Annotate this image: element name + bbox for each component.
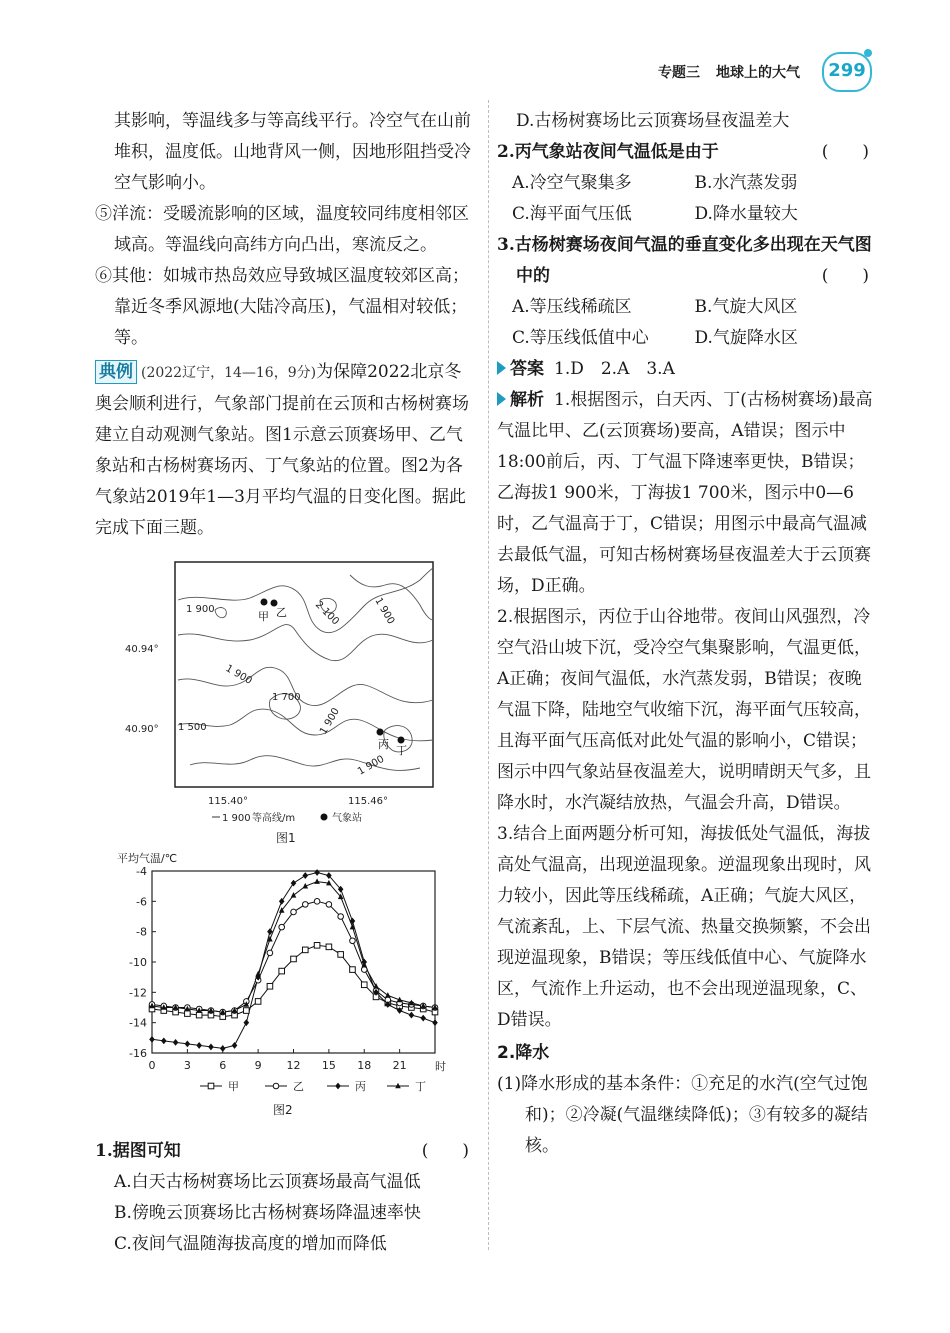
data-point xyxy=(350,938,356,944)
column-divider xyxy=(488,100,489,1250)
q3-option-d: D.气旋降水区 xyxy=(694,328,798,348)
temperature-chart xyxy=(105,848,465,1128)
legend-marker xyxy=(335,1083,341,1090)
answer-text: 1.D 2.A 3.A xyxy=(554,359,675,379)
station-marker xyxy=(261,599,268,606)
header-section: 专题三 xyxy=(658,65,700,81)
x-tick-label: 18 xyxy=(357,1059,372,1072)
analysis-3: 3.结合上面两题分析可知，海拔低处气温低，海拔高处气温高，出现逆温现象。逆温现象出现时，风力较小，因此等压线稀疏，A正确；气旋大风区，气流紊乱，上、下层气流、热量交换频繁，不会出现逆温现象，B错误；等压线低值中心、气旋降水区，气流作上升运动，也不会出现逆温现象，C、D错误。 xyxy=(497,824,871,1030)
x-tick-label: 0 xyxy=(148,1059,156,1072)
example-text: 为保障2022北京冬奥会顺利进行，气象部门提前在云顶和古杨树赛场建立自动观测气象站。图1示意云顶赛场甲、乙气象站和古杨树赛场丙、丁气象站的位置。图2为各气象站2019年1—3月平均气温的日变化图。据此完成下面三题。 xyxy=(95,362,469,538)
chart-ylabel: 平均气温/℃ xyxy=(117,852,178,865)
contour-label: 1 900 xyxy=(318,706,342,737)
question-1 xyxy=(95,1136,477,1260)
data-point xyxy=(291,909,297,915)
example-source: (2022辽宁，14—16，9分) xyxy=(141,365,317,381)
q1-option-c: C.夜间气温随海拔高度的增加而降低 xyxy=(114,1234,387,1254)
section-title: 2.降水 xyxy=(497,1043,550,1063)
x-tick-label: 3 xyxy=(183,1059,191,1072)
data-point xyxy=(185,1011,191,1017)
intro-paragraph: 其影响，等温线多与等高线平行。冷空气在山前堆积，温度低。山地背风一侧，因地形阻挡受冷空气影响小。 xyxy=(114,111,471,193)
right-column xyxy=(497,106,877,1162)
contour-label: 1 900 xyxy=(356,753,387,778)
contour-label: 2 100 xyxy=(312,599,341,628)
q1-stem: 1.据图可知 xyxy=(95,1141,181,1161)
answer-line xyxy=(497,354,877,385)
figure1-caption: 图1 xyxy=(276,831,296,845)
q2-stem: 2.丙气象站夜间气温低是由于 xyxy=(497,142,719,162)
q3-options-row2 xyxy=(497,323,877,354)
y-tick-label: -8 xyxy=(136,925,147,939)
legend-contour-value: 1 900 xyxy=(222,813,251,824)
contour-label: 1 500 xyxy=(178,722,207,733)
item-ocean-current: ⑤洋流：受暖流影响的区域，温度较同纬度相邻区域高。等温线向高纬方向凸出，寒流反之。 xyxy=(95,204,469,255)
lat-label: 40.94° xyxy=(125,644,159,655)
analysis-2: 2.根据图示，丙位于山谷地带。夜间山风强烈，冷空气沿山坡下沉，受冷空气集聚影响，气温更低，A正确；夜间气温低，水汽蒸发弱，B错误；夜晚气温下降，陆地空气收缩下沉，海平面气压较高，且海平面气压高低对此处气温的影响小，C错误；图示中四气象站昼夜温差大，说明晴朗天气多，且降水时，水汽凝结放热，气温会升高，D错误。 xyxy=(497,607,871,813)
y-tick-label: -10 xyxy=(129,956,147,969)
data-point xyxy=(279,968,285,974)
q2-options-row2 xyxy=(497,199,877,230)
data-point xyxy=(255,999,261,1005)
x-tick-label: 12 xyxy=(286,1059,301,1072)
data-point xyxy=(326,902,332,908)
data-point xyxy=(361,982,367,988)
data-point xyxy=(314,943,320,949)
triangle-marker-icon xyxy=(497,361,506,375)
example-block xyxy=(95,357,477,544)
analysis-1 xyxy=(497,385,877,602)
data-point xyxy=(267,983,273,989)
q3-answer-blank: ( ) xyxy=(821,266,869,286)
map-legend xyxy=(212,811,362,824)
station-label: 甲 xyxy=(258,610,269,623)
y-tick-label: -16 xyxy=(129,1047,147,1060)
contour-label: 1 900 xyxy=(372,596,397,627)
y-tick-label: -14 xyxy=(129,1016,147,1030)
analysis-1-text: 1.根据图示，白天丙、丁(古杨树赛场)最高气温比甲、乙(云顶赛场)要高，A错误；图示中18:00前后，丙、丁气温下降速率更快，B错误；乙海拔1 900米，丁海拔1 700米，图示中0—6时，乙气温高于丁，C错误；用图示中最高气温减去最低气温，可知古杨树赛场昼夜温差大于云顶赛场，D正确。 xyxy=(497,390,873,596)
section-item-1: (1)降水形成的基本条件：①充足的水汽(空气过饱和)；②冷凝(气温继续降低)；③有较多的凝结核。 xyxy=(497,1074,868,1156)
q2-option-b: B.水汽蒸发弱 xyxy=(694,173,798,193)
lon-label: 115.46° xyxy=(348,796,388,807)
q2-option-a: A.冷空气聚集多 xyxy=(512,173,632,193)
q1-option-d: D.古杨树赛场比云顶赛场昼夜温差大 xyxy=(516,111,790,131)
q2-answer-blank: ( ) xyxy=(821,142,869,162)
contour-label: 1 900 xyxy=(223,663,254,687)
legend-label: 丙 xyxy=(355,1080,366,1093)
x-tick-label: 6 xyxy=(219,1059,227,1072)
q3-option-a: A.等压线稀疏区 xyxy=(512,297,632,317)
q2-option-d: D.降水量较大 xyxy=(694,204,798,224)
station-label: 丁 xyxy=(396,744,407,757)
data-point xyxy=(361,967,367,973)
legend-contour-text: 等高线/m xyxy=(252,813,296,824)
legend-station-text: 气象站 xyxy=(332,813,362,824)
data-point xyxy=(291,956,297,962)
lon-label: 115.40° xyxy=(208,796,248,807)
q3-option-b: B.气旋大风区 xyxy=(694,297,798,317)
station-marker xyxy=(398,737,405,744)
data-point xyxy=(302,902,308,908)
legend-label: 甲 xyxy=(228,1080,239,1093)
data-point xyxy=(267,950,273,956)
contour-map xyxy=(120,560,450,860)
y-tick-label: -4 xyxy=(136,865,147,878)
station-label: 乙 xyxy=(276,606,287,619)
header-title: 地球上的大气 xyxy=(716,65,800,81)
q1-option-a: A.白天古杨树赛场比云顶赛场最高气温低 xyxy=(114,1172,421,1192)
y-tick-label: -6 xyxy=(136,895,147,909)
left-column xyxy=(95,106,477,544)
data-point xyxy=(326,944,332,950)
legend-label: 丁 xyxy=(415,1080,426,1093)
q3-options-row1 xyxy=(497,292,877,323)
data-point xyxy=(196,1012,202,1018)
data-point xyxy=(338,914,344,920)
q2-stem-line xyxy=(497,137,877,168)
legend-marker xyxy=(208,1083,214,1089)
chart-xlabel: 时 xyxy=(435,1060,446,1073)
x-tick-label: 15 xyxy=(321,1059,336,1072)
q1-stem-line xyxy=(95,1136,477,1167)
q3-option-c: C.等压线低值中心 xyxy=(512,328,649,348)
q2-options-row1 xyxy=(497,168,877,199)
legend-marker xyxy=(273,1083,279,1089)
triangle-marker-icon xyxy=(497,392,506,406)
map-frame xyxy=(175,562,433,787)
analysis-label: 解析 xyxy=(510,390,544,410)
data-point xyxy=(314,899,320,905)
answer-label: 答案 xyxy=(510,359,544,379)
q2-option-c: C.海平面气压低 xyxy=(512,204,632,224)
x-tick-label: 9 xyxy=(254,1059,262,1072)
data-point xyxy=(302,947,308,953)
q1-answer-blank: ( ) xyxy=(421,1141,469,1161)
station-marker xyxy=(377,729,384,736)
y-tick-label: -12 xyxy=(129,986,147,1000)
data-point xyxy=(338,952,344,958)
contour-label: 1 900 xyxy=(186,604,215,615)
figure2-caption: 图2 xyxy=(273,1103,293,1117)
x-tick-label: 21 xyxy=(392,1059,407,1072)
q1-option-b: B.傍晚云顶赛场比古杨树赛场降温速率快 xyxy=(114,1203,421,1223)
item-other: ⑥其他：如城市热岛效应导致城区温度较郊区高；靠近冬季风源地(大陆冷高压)，气温相对较低；等。 xyxy=(95,266,469,348)
data-point xyxy=(279,924,285,930)
data-point xyxy=(244,1008,250,1014)
example-tag: 典例 xyxy=(95,360,137,384)
lat-label: 40.90° xyxy=(125,724,159,735)
contour-label: 1 700 xyxy=(272,692,301,703)
q3-stem: 3.古杨树赛场夜间气温的垂直变化多出现在天气图中的 xyxy=(497,235,872,286)
legend-label: 乙 xyxy=(293,1080,304,1093)
page-number: 299 xyxy=(822,52,872,92)
q3-answer-blank-line xyxy=(497,261,877,292)
data-point xyxy=(350,967,356,973)
station-label: 丙 xyxy=(378,738,389,751)
